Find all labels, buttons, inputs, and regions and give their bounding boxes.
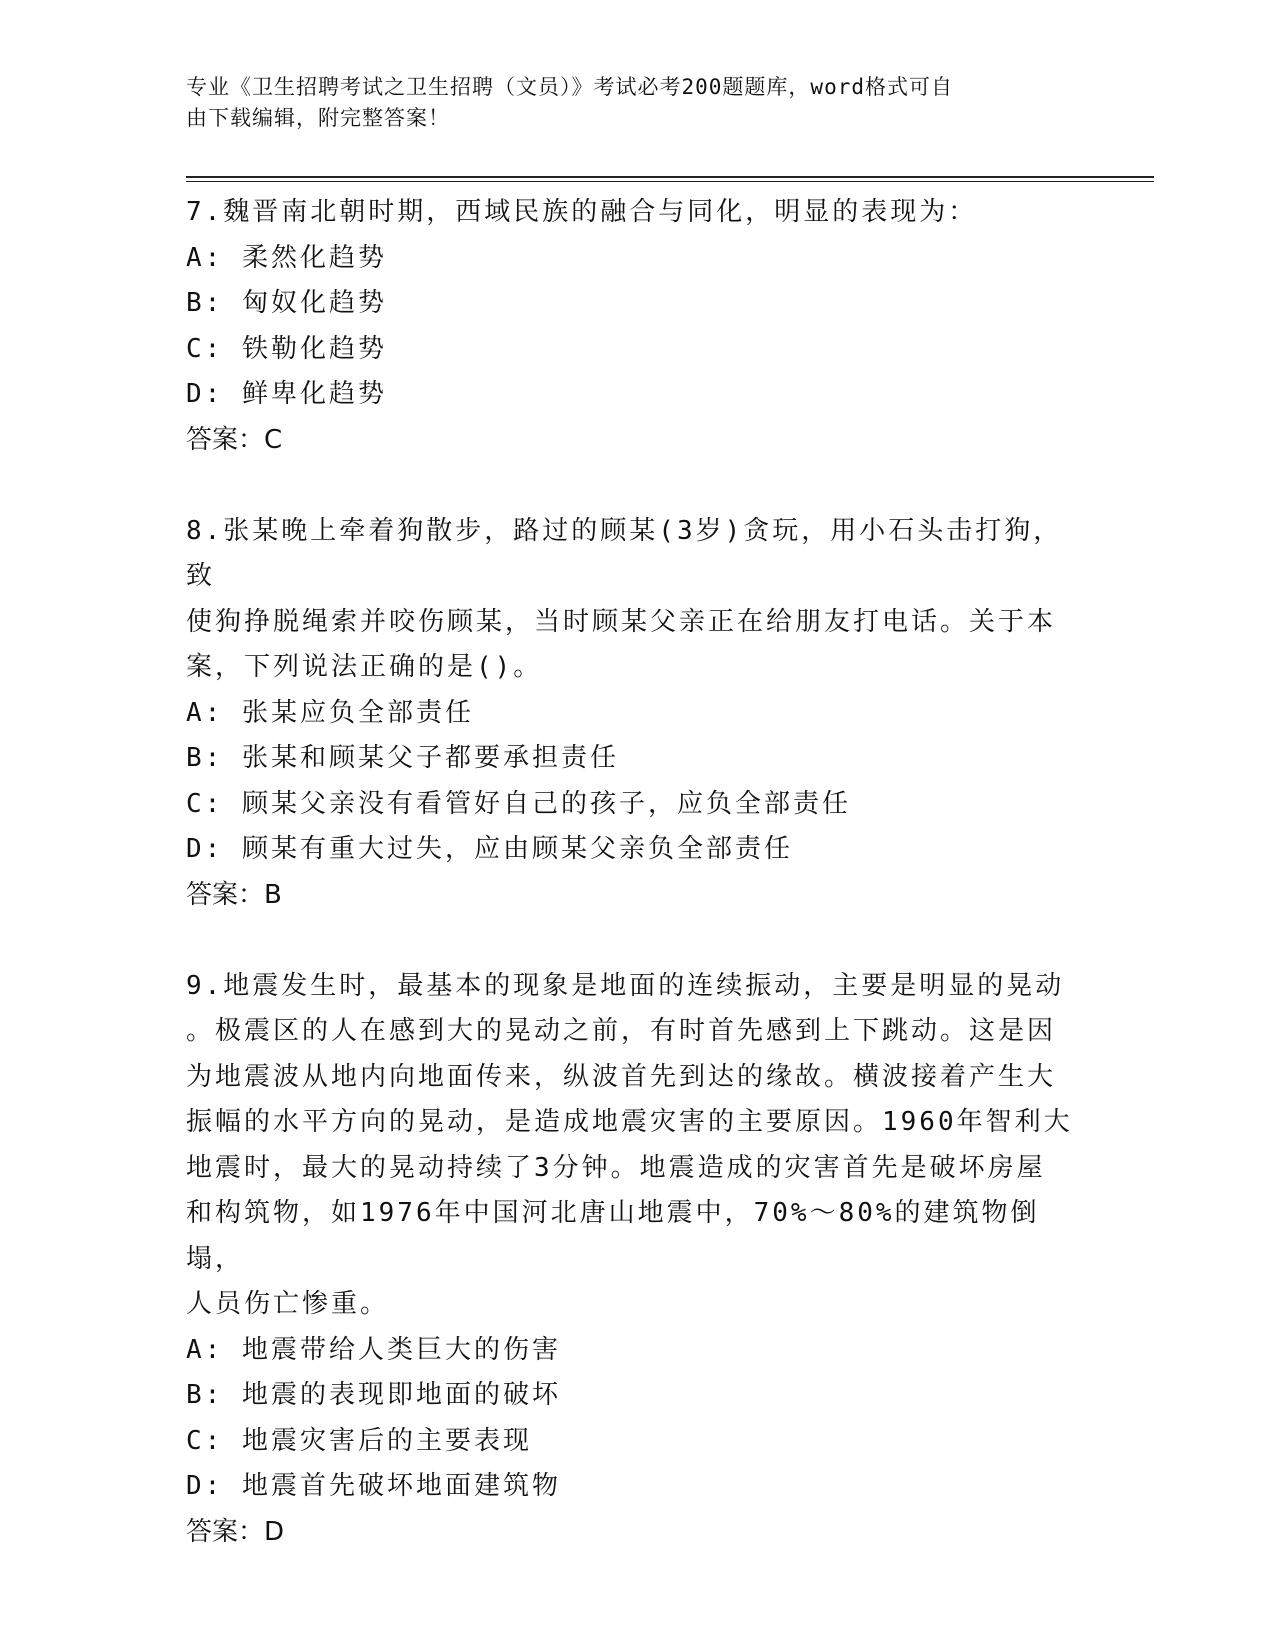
question-stem-line: 9.地震发生时，最基本的现象是地面的连续振动，主要是明显的晃动: [186, 970, 1065, 1001]
question-stem-line: 8.张某晚上牵着狗散步，路过的顾某(3岁)贪玩，用小石头击打狗，致: [186, 515, 1063, 591]
question-7: [186, 190, 1086, 463]
header-divider-thick: [186, 176, 1154, 178]
question-stem-line: 使狗挣脱绳索并咬伤顾某，当时顾某父亲正在给朋友打电话。关于本: [186, 606, 1057, 637]
question-spacer: [186, 918, 1086, 964]
question-option-a: A: 柔然化趋势: [186, 242, 387, 273]
question-option-c: C: 铁勒化趋势: [186, 333, 387, 364]
question-9: [186, 964, 1086, 1556]
question-list: [186, 190, 1086, 1555]
question-option-b: B: 张某和顾某父子都要承担责任: [186, 743, 619, 773]
question-spacer: [186, 463, 1086, 509]
question-stem-line: 振幅的水平方向的晃动，是造成地震灾害的主要原因。1960年智利大: [186, 1107, 1073, 1137]
question-answer: 答案：C: [186, 424, 283, 455]
question-stem-line: 。极震区的人在感到大的晃动之前，有时首先感到上下跳动。这是因: [186, 1016, 1057, 1046]
question-option-d: D: 顾某有重大过失，应由顾某父亲负全部责任: [186, 834, 793, 864]
document-header: [186, 72, 1066, 134]
question-answer: 答案：B: [186, 879, 282, 910]
question-stem-line: 地震时，最大的晃动持续了3分钟。地震造成的灾害首先是破坏房屋: [186, 1152, 1046, 1183]
question-stem-line: 人员伤亡惨重。: [186, 1289, 390, 1319]
question-stem-line: 7.魏晋南北朝时期，西域民族的融合与同化，明显的表现为：: [186, 197, 978, 227]
question-option-c: C: 顾某父亲没有看管好自己的孩子，应负全部责任: [186, 788, 851, 819]
question-option-a: A: 地震带给人类巨大的伤害: [186, 1334, 561, 1365]
question-option-d: D: 鲜卑化趋势: [186, 379, 387, 409]
question-option-a: A: 张某应负全部责任: [186, 697, 474, 728]
question-stem-line: 为地震波从地内向地面传来，纵波首先到达的缘故。横波接着产生大: [186, 1061, 1057, 1092]
question-stem-line: 案，下列说法正确的是()。: [186, 652, 543, 682]
question-option-c: C: 地震灾害后的主要表现: [186, 1425, 532, 1456]
question-option-b: B: 地震的表现即地面的破坏: [186, 1380, 561, 1410]
question-8: [186, 509, 1086, 919]
header-intro-line-1: 专业《卫生招聘考试之卫生招聘（文员）》考试必考200题题库，word格式可自: [186, 75, 953, 99]
question-stem-line: 和构筑物，如1976年中国河北唐山地震中，70%～80%的建筑物倒塌，: [186, 1198, 1040, 1274]
header-divider-thin: [186, 181, 1154, 182]
question-option-d: D: 地震首先破坏地面建筑物: [186, 1471, 561, 1501]
question-option-b: B: 匈奴化趋势: [186, 288, 387, 318]
question-answer: 答案：D: [186, 1516, 285, 1547]
header-intro-line-2: 由下载编辑，附完整答案！: [186, 106, 450, 130]
